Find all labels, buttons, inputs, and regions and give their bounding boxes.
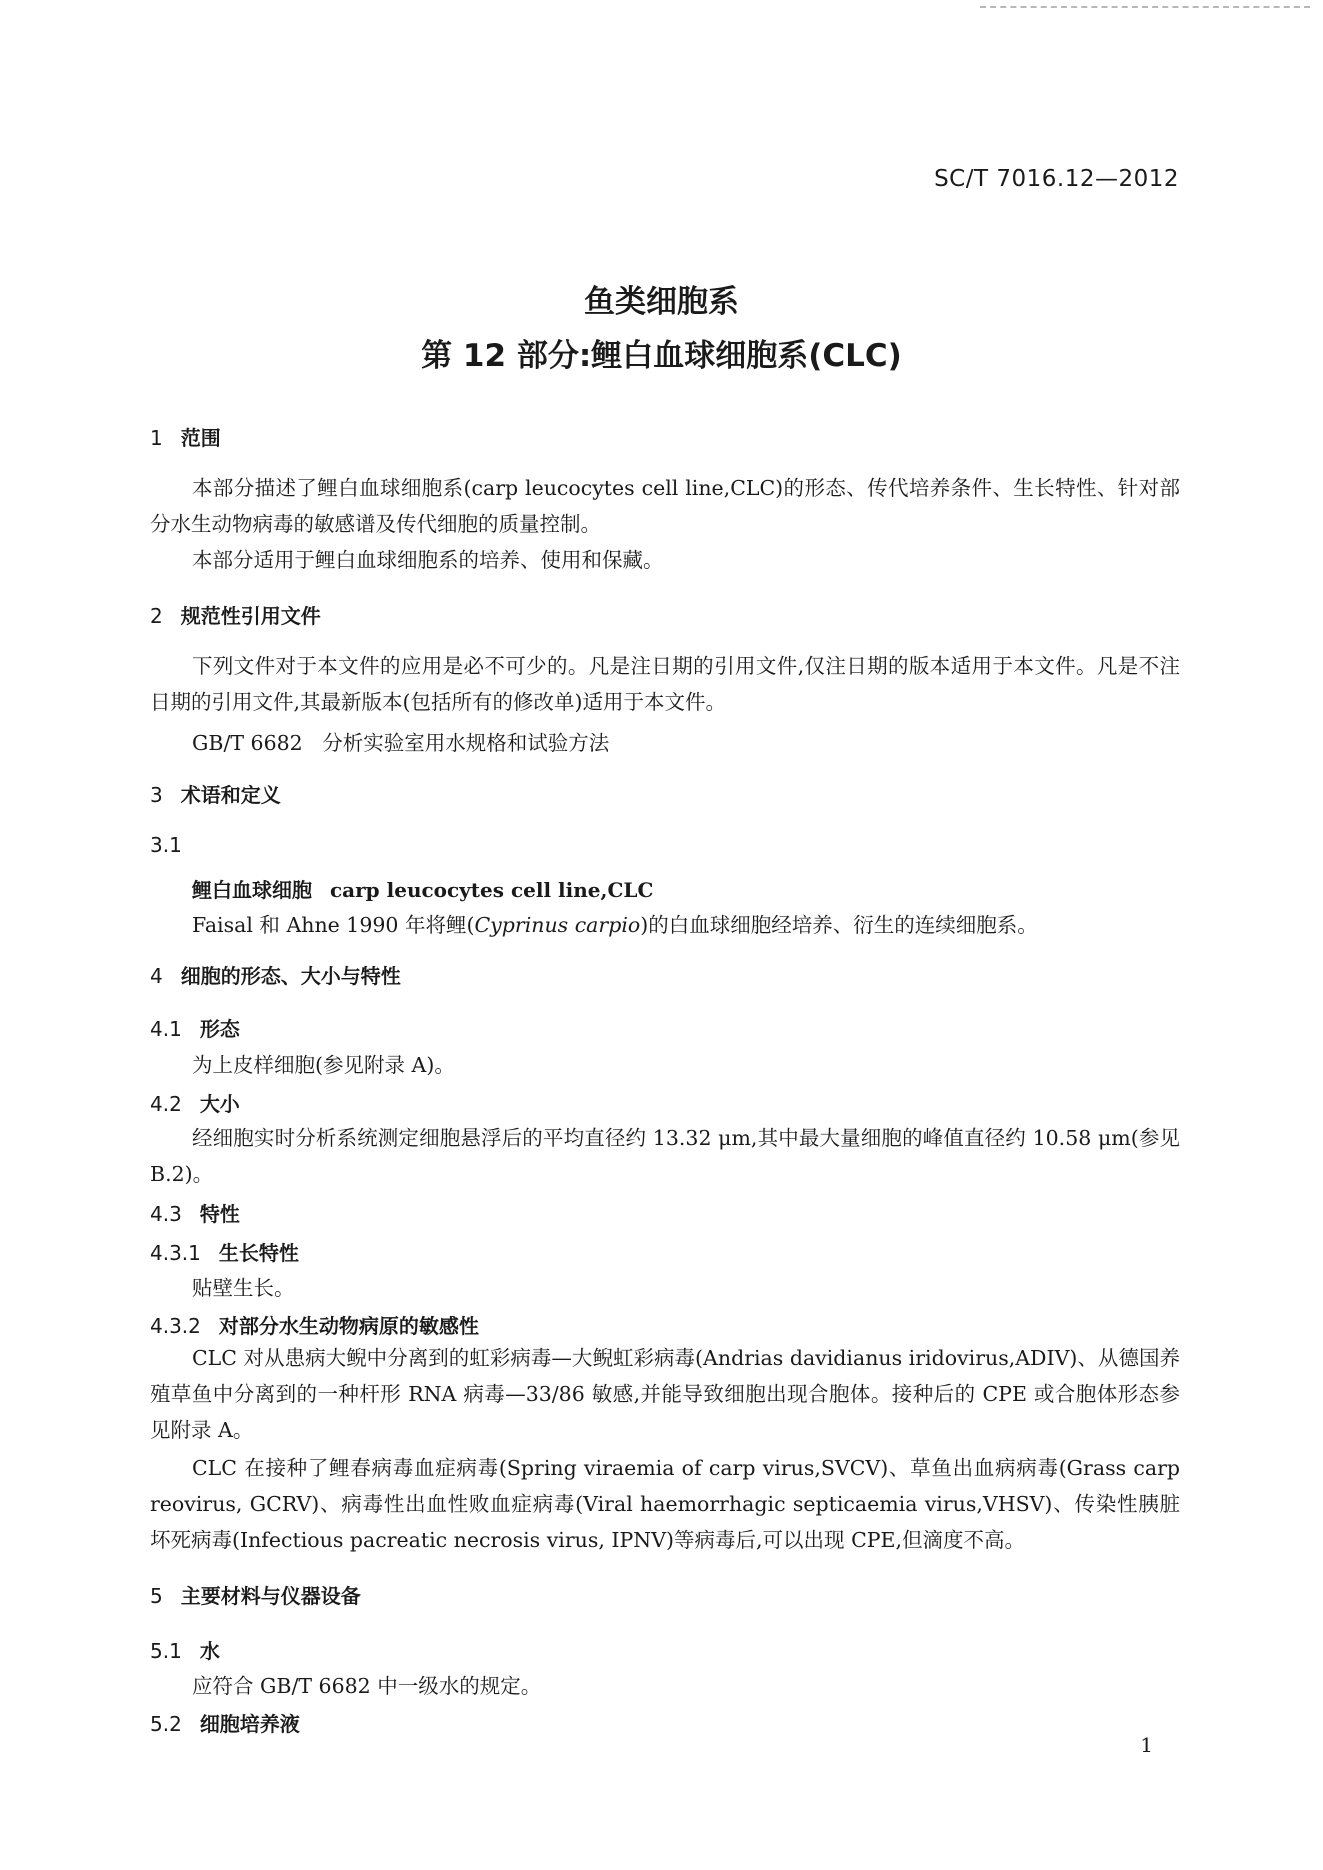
section-3-1-number: 3.1 (150, 833, 182, 857)
term-entry (150, 874, 1222, 903)
section-1-para-2: 本部分适用于鲤白血球细胞系的培养、使用和保藏。 (192, 548, 664, 572)
term-definition: Faisal 和 Ahne 1990 年将鲤(Cyprinus carpio)的白血球细胞经培养、衍生的连续细胞系。 (192, 913, 1038, 937)
section-4-1-text: 为上皮样细胞(参见附录 A)。 (192, 1053, 455, 1077)
page-number: 1 (1140, 1733, 1153, 1757)
section-4-2-text: 经细胞实时分析系统测定细胞悬浮后的平均直径约 13.32 μm,其中最大量细胞的峰值直径约 10.58 μm(参见 B.2)。 (150, 1126, 1180, 1186)
section-1-heading: 1 范围 (150, 426, 221, 450)
section-5-2-heading: 5.2 细胞培养液 (150, 1712, 300, 1736)
section-4-3-2-para-1: CLC 对从患病大鲵中分离到的虹彩病毒—大鲵虹彩病毒(Andrias davidianus iridovirus,ADIV)、从德国养殖草鱼中分离到的一种杆形 RNA 病毒—33/86 敏感,并能导致细胞出现合胞体。接种后的 CPE 或合胞体形态参见附录 A。 (150, 1346, 1180, 1442)
section-2-heading: 2 规范性引用文件 (150, 604, 321, 628)
section-5-1-heading: 5.1 水 (150, 1639, 220, 1663)
section-4-2-heading: 4.2 大小 (150, 1092, 240, 1116)
doc-title: 鱼类细胞系 (584, 284, 739, 320)
doc-subtitle: 第 12 部分:鲤白血球细胞系(CLC) (421, 338, 902, 374)
section-4-3-2-heading: 4.3.2 对部分水生动物病原的敏感性 (150, 1314, 479, 1338)
section-4-heading: 4 细胞的形态、大小与特性 (150, 964, 401, 988)
section-2-para-1: 下列文件对于本文件的应用是必不可少的。凡是注日期的引用文件,仅注日期的版本适用于本文件。凡是不注日期的引用文件,其最新版本(包括所有的修改单)适用于本文件。 (150, 654, 1180, 714)
section-4-1-heading: 4.1 形态 (150, 1017, 240, 1041)
section-5-1-text: 应符合 GB/T 6682 中一级水的规定。 (192, 1674, 542, 1698)
section-4-3-1-text: 贴壁生长。 (192, 1276, 295, 1300)
ref-code: GB/T 6682 (192, 731, 303, 755)
ref-title: 分析实验室用水规格和试验方法 (322, 731, 610, 755)
normative-reference (150, 726, 1222, 756)
section-5-heading: 5 主要材料与仪器设备 (150, 1584, 361, 1608)
species-name: Cyprinus carpio (474, 913, 641, 937)
section-4-3-heading: 4.3 特性 (150, 1202, 240, 1226)
section-4-3-2-para-2: CLC 在接种了鲤春病毒血症病毒(Spring viraemia of carp virus,SVCV)、草鱼出血病病毒(Grass carp reovirus, GCRV)、病毒性出血性败血症病毒(Viral haemorrhagic septicaemia virus,VHSV)、传染性胰脏坏死病毒(Infectious pacreatic necrosis virus, IPNV)等病毒后,可以出现 CPE,但滴度不高。 (150, 1456, 1180, 1552)
standard-code: SC/T 7016.12—2012 (934, 166, 1179, 192)
section-1-para-1: 本部分描述了鲤白血球细胞系(carp leucocytes cell line,CLC)的形态、传代培养条件、生长特性、针对部分水生动物病毒的敏感谱及传代细胞的质量控制。 (150, 476, 1180, 536)
term-cn: 鲤白血球细胞 (192, 878, 312, 902)
section-4-3-1-heading: 4.3.1 生长特性 (150, 1241, 299, 1265)
section-3-heading: 3 术语和定义 (150, 783, 281, 807)
scan-artifact (980, 6, 1310, 14)
term-en: carp leucocytes cell line,CLC (330, 878, 654, 902)
